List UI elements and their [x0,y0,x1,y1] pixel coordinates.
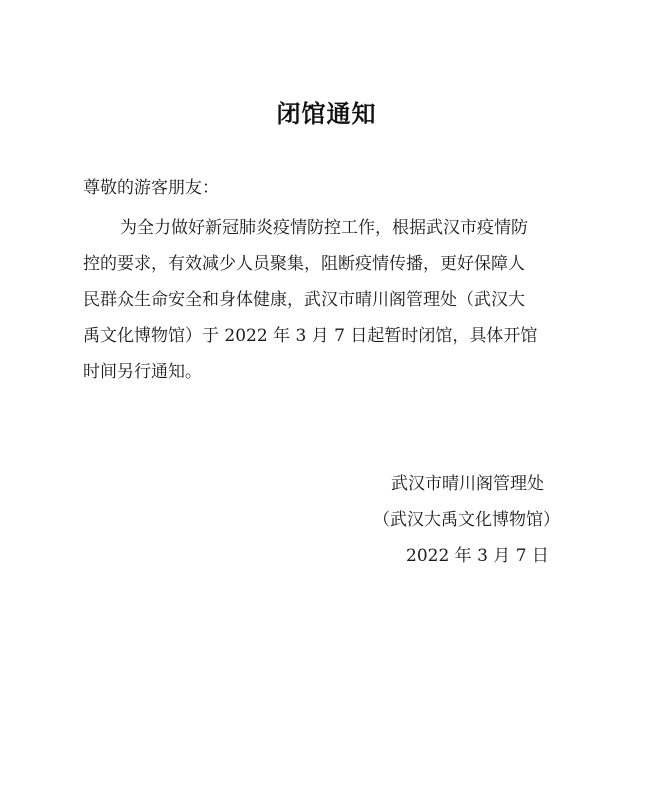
notice-body-line: 禹文化博物馆）于 2022 年 3 月 7 日起暂时闭馆，具体开馆 [83,326,538,346]
notice-body-line: 时间另行通知。 [83,362,202,382]
notice-title: 闭馆通知 [276,99,377,128]
notice-greeting: 尊敬的游客朋友： [83,178,219,198]
notice-body-line: 为全力做好新冠肺炎疫情防控工作，根据武汉市疫情防 [120,218,528,238]
signature-museum: （武汉大禹文化博物馆） [373,510,560,530]
signature-date: 2022 年 3 月 7 日 [406,546,549,566]
notice-body-line: 控的要求，有效减少人员聚集，阻断疫情传播，更好保障人 [83,254,525,274]
notice-body [83,210,583,390]
notice-signature [340,466,600,574]
notice-body-line: 民群众生命安全和身体健康，武汉市晴川阁管理处（武汉大 [83,290,525,310]
signature-organization: 武汉市晴川阁管理处 [391,474,544,494]
